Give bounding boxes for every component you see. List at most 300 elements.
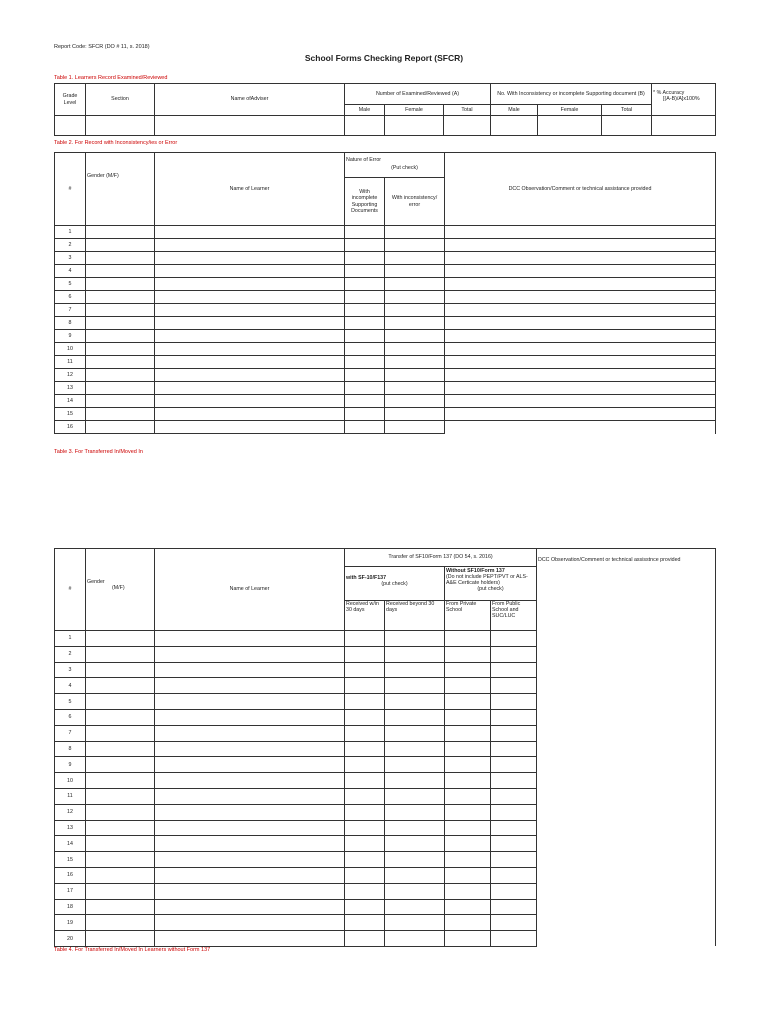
incomplete-check-cell[interactable] — [345, 239, 385, 252]
table-row — [55, 239, 716, 252]
from-private-cell[interactable] — [445, 741, 491, 757]
table-row — [55, 369, 716, 382]
gender-cell[interactable] — [86, 369, 155, 382]
table2-caption: Table 2. For Record with Inconsistency/ies or Error — [54, 140, 178, 146]
received-within-cell[interactable] — [345, 915, 385, 931]
received-beyond-cell[interactable] — [385, 867, 445, 883]
from-private-cell[interactable] — [445, 662, 491, 678]
table-row — [55, 291, 716, 304]
incomplete-check-cell[interactable] — [345, 369, 385, 382]
received-beyond-cell[interactable] — [385, 662, 445, 678]
inconsistency-check-cell[interactable] — [385, 330, 445, 343]
inconsistency-check-cell[interactable] — [385, 226, 445, 239]
row-number: 3 — [55, 662, 86, 678]
incomplete-check-cell[interactable] — [345, 304, 385, 317]
from-public-cell[interactable] — [491, 899, 537, 915]
inconsistency-check-cell[interactable] — [385, 421, 445, 434]
row-number: 4 — [55, 265, 86, 278]
table3-caption: Table 3. For Transferred In/Moved In — [54, 449, 143, 455]
learner-name-cell[interactable] — [155, 631, 345, 647]
table-row — [55, 678, 716, 694]
report-code: Report Code: SFCR (DO # 11, s. 2018) — [54, 44, 150, 50]
observation-cell[interactable] — [537, 852, 716, 868]
incomplete-check-cell[interactable] — [345, 317, 385, 330]
row-number: 5 — [55, 694, 86, 710]
gender-cell[interactable] — [86, 804, 155, 820]
examined-male-header: Male — [345, 105, 385, 116]
observation-cell[interactable] — [537, 709, 716, 725]
from-public-cell[interactable] — [491, 662, 537, 678]
learner-name-cell[interactable] — [155, 662, 345, 678]
observation-cell[interactable] — [537, 867, 716, 883]
row-number: 7 — [55, 725, 86, 741]
inconsistency-check-cell[interactable] — [385, 317, 445, 330]
received-within-cell[interactable] — [345, 931, 385, 947]
gender-cell[interactable] — [86, 678, 155, 694]
incomplete-check-cell[interactable] — [345, 330, 385, 343]
learner-name-cell[interactable] — [155, 741, 345, 757]
gender-cell[interactable] — [86, 931, 155, 947]
adviser-cell[interactable] — [155, 116, 345, 136]
received-within-cell[interactable] — [345, 678, 385, 694]
observation-cell[interactable] — [445, 395, 716, 408]
received-beyond-cell[interactable] — [385, 836, 445, 852]
from-private-cell[interactable] — [445, 836, 491, 852]
from-private-cell[interactable] — [445, 725, 491, 741]
put-check-label: (Put check) — [391, 165, 418, 172]
received-within-cell[interactable] — [345, 852, 385, 868]
learner-name-cell[interactable] — [155, 317, 345, 330]
table4-caption: Table 4. For Transferred In/Moved In Learners without Form 137 — [54, 947, 211, 953]
received-beyond-cell[interactable] — [385, 631, 445, 647]
observation-cell[interactable] — [445, 369, 716, 382]
inconsistency-check-cell[interactable] — [385, 408, 445, 421]
received-within-cell[interactable] — [345, 804, 385, 820]
received-beyond-cell[interactable] — [385, 694, 445, 710]
gender-cell[interactable] — [86, 278, 155, 291]
table-row — [55, 252, 716, 265]
adviser-header: Name ofAdviser — [155, 84, 345, 116]
observation-cell[interactable] — [445, 343, 716, 356]
learner-name-cell[interactable] — [155, 867, 345, 883]
received-beyond-cell[interactable] — [385, 741, 445, 757]
observation-cell[interactable] — [445, 278, 716, 291]
grade-level-header: Grade Level — [55, 84, 86, 116]
from-private-cell[interactable] — [445, 820, 491, 836]
incomplete-check-cell[interactable] — [345, 226, 385, 239]
incomplete-check-cell[interactable] — [345, 356, 385, 369]
from-private-cell[interactable] — [445, 631, 491, 647]
received-beyond-cell[interactable] — [385, 725, 445, 741]
received-beyond-cell[interactable] — [385, 646, 445, 662]
learner-name-cell[interactable] — [155, 709, 345, 725]
incomplete-check-cell[interactable] — [345, 265, 385, 278]
gender-cell[interactable] — [86, 395, 155, 408]
observation-cell[interactable] — [537, 678, 716, 694]
from-private-cell[interactable] — [445, 757, 491, 773]
table-row — [55, 265, 716, 278]
section-header: Section — [86, 84, 155, 116]
incomplete-check-cell[interactable] — [345, 291, 385, 304]
observation-cell[interactable] — [445, 304, 716, 317]
observation-cell[interactable] — [445, 421, 716, 434]
observation-cell[interactable] — [537, 820, 716, 836]
inconsistency-check-cell[interactable] — [385, 265, 445, 278]
received-beyond-cell[interactable] — [385, 804, 445, 820]
observation-cell[interactable] — [537, 931, 716, 947]
from-public-cell[interactable] — [491, 725, 537, 741]
from-private-cell[interactable] — [445, 773, 491, 789]
received-beyond-cell[interactable] — [385, 915, 445, 931]
from-public-cell[interactable] — [491, 852, 537, 868]
learner-name-cell[interactable] — [155, 678, 345, 694]
learner-name-cell[interactable] — [155, 226, 345, 239]
observation-cell[interactable] — [445, 239, 716, 252]
inconsistency-check-cell[interactable] — [385, 369, 445, 382]
observation-header: DCC Observation/Comment or technical assisstnce provided — [537, 549, 716, 567]
learner-name-cell[interactable] — [155, 757, 345, 773]
received-beyond-cell[interactable] — [385, 931, 445, 947]
transferred-in-table — [54, 548, 716, 947]
page-title: School Forms Checking Report (SFCR) — [304, 53, 464, 63]
table-row — [55, 899, 716, 915]
gender-cell[interactable] — [86, 725, 155, 741]
from-public-cell[interactable] — [491, 915, 537, 931]
observation-cell[interactable] — [537, 804, 716, 820]
received-beyond-cell[interactable] — [385, 757, 445, 773]
received-within-cell[interactable] — [345, 757, 385, 773]
learner-name-cell[interactable] — [155, 356, 345, 369]
learner-name-cell[interactable] — [155, 408, 345, 421]
gender-cell[interactable] — [86, 867, 155, 883]
inconsistency-check-cell[interactable] — [385, 278, 445, 291]
learner-name-cell[interactable] — [155, 252, 345, 265]
from-private-cell[interactable] — [445, 678, 491, 694]
from-public-cell[interactable] — [491, 631, 537, 647]
gender-cell[interactable] — [86, 915, 155, 931]
received-within-cell[interactable] — [345, 820, 385, 836]
gender-cell[interactable] — [86, 421, 155, 434]
incomplete-check-cell[interactable] — [345, 408, 385, 421]
learner-name-cell[interactable] — [155, 883, 345, 899]
observation-cell[interactable] — [445, 252, 716, 265]
row-number: 15 — [55, 852, 86, 868]
inconsistency-header: No. With Inconsistency or incomplete Supporting document (B) — [491, 84, 652, 105]
transfer-header: Transfer of SF10/Form 137 (DO 54, s. 2016) — [345, 549, 537, 567]
gender-cell[interactable] — [86, 773, 155, 789]
from-public-cell[interactable] — [491, 867, 537, 883]
learner-name-cell[interactable] — [155, 278, 345, 291]
learners-record-table — [54, 83, 716, 136]
learner-name-cell[interactable] — [155, 421, 345, 434]
table-row — [55, 116, 716, 136]
received-beyond-cell[interactable] — [385, 820, 445, 836]
gender-cell[interactable] — [86, 883, 155, 899]
inconsistency-check-cell[interactable] — [385, 304, 445, 317]
row-number: 12 — [55, 369, 86, 382]
received-beyond-cell[interactable] — [385, 852, 445, 868]
from-public-cell[interactable] — [491, 757, 537, 773]
from-public-cell[interactable] — [491, 836, 537, 852]
inconsistency-check-cell[interactable] — [385, 239, 445, 252]
inconsistency-check-cell[interactable] — [385, 382, 445, 395]
observation-cell[interactable] — [445, 382, 716, 395]
from-public-cell[interactable] — [491, 741, 537, 757]
learner-name-cell[interactable] — [155, 343, 345, 356]
row-number: 1 — [55, 631, 86, 647]
from-private-cell[interactable] — [445, 709, 491, 725]
inconsistency-total-header: Total — [602, 105, 652, 116]
observation-cell[interactable] — [445, 330, 716, 343]
observation-cell[interactable] — [537, 788, 716, 804]
gender-header — [86, 549, 155, 631]
row-number: 8 — [55, 317, 86, 330]
gender-cell[interactable] — [86, 694, 155, 710]
gender-cell[interactable] — [86, 709, 155, 725]
received-beyond-cell[interactable] — [385, 899, 445, 915]
gender-cell[interactable] — [86, 646, 155, 662]
received-within-cell[interactable] — [345, 773, 385, 789]
row-number: 2 — [55, 239, 86, 252]
received-within-cell[interactable] — [345, 836, 385, 852]
learner-header: Name of Learner — [155, 153, 345, 226]
table-row — [55, 836, 716, 852]
from-public-cell[interactable] — [491, 694, 537, 710]
learner-name-cell[interactable] — [155, 694, 345, 710]
received-beyond-cell[interactable] — [385, 883, 445, 899]
inconsistency-check-cell[interactable] — [385, 395, 445, 408]
received-within-cell[interactable] — [345, 883, 385, 899]
from-public-cell[interactable] — [491, 931, 537, 947]
accuracy-label: % Accuracy — [656, 90, 685, 96]
learner-name-cell[interactable] — [155, 820, 345, 836]
gender-cell[interactable] — [86, 343, 155, 356]
received-within-cell[interactable] — [345, 899, 385, 915]
gender-cell[interactable] — [86, 836, 155, 852]
from-private-cell[interactable] — [445, 694, 491, 710]
row-number: 14 — [55, 836, 86, 852]
received-beyond-cell[interactable] — [385, 678, 445, 694]
without-sf10-label: Without SF10/Form 137 — [446, 568, 505, 574]
gender-cell[interactable] — [86, 356, 155, 369]
observation-cell[interactable] — [445, 356, 716, 369]
observation-cell[interactable] — [445, 226, 716, 239]
row-number: 18 — [55, 899, 86, 915]
learner-name-cell[interactable] — [155, 291, 345, 304]
learner-name-cell[interactable] — [155, 646, 345, 662]
learner-name-cell[interactable] — [155, 852, 345, 868]
gender-cell[interactable] — [86, 741, 155, 757]
from-public-cell[interactable] — [491, 883, 537, 899]
from-private-cell[interactable] — [445, 788, 491, 804]
from-public-cell[interactable] — [491, 804, 537, 820]
from-public-cell[interactable] — [491, 646, 537, 662]
observation-cell[interactable] — [445, 265, 716, 278]
with-put-check-label: (put check) — [381, 581, 408, 588]
observation-cell[interactable] — [537, 646, 716, 662]
without-put-check-label: (put check) — [477, 586, 504, 593]
gender-cell[interactable] — [86, 382, 155, 395]
incomplete-check-cell[interactable] — [345, 421, 385, 434]
table-row — [55, 709, 716, 725]
without-note-label: (Do not include PEPT/PVT or ALS-A&E Certicate holders) — [446, 574, 528, 587]
grade-level-cell[interactable] — [55, 116, 86, 136]
table-row — [55, 330, 716, 343]
learner-name-cell[interactable] — [155, 804, 345, 820]
from-private-cell[interactable] — [445, 883, 491, 899]
table-row — [55, 820, 716, 836]
from-private-cell[interactable] — [445, 931, 491, 947]
learner-name-cell[interactable] — [155, 773, 345, 789]
observation-cell[interactable] — [445, 317, 716, 330]
inconsistency-total-cell[interactable] — [602, 116, 652, 136]
inconsistency-check-cell[interactable] — [385, 291, 445, 304]
gender-cell[interactable] — [86, 662, 155, 678]
from-public-header: From Public School and SUC/LUC — [491, 601, 537, 631]
from-private-cell[interactable] — [445, 852, 491, 868]
number-header: # — [55, 153, 86, 226]
gender-cell[interactable] — [86, 252, 155, 265]
observation-cell[interactable] — [537, 899, 716, 915]
gender-header: Gender (M/F) — [86, 153, 155, 226]
gender-cell[interactable] — [86, 239, 155, 252]
observation-cell[interactable] — [537, 741, 716, 757]
learner-name-cell[interactable] — [155, 788, 345, 804]
gender-cell[interactable] — [86, 304, 155, 317]
incomplete-check-cell[interactable] — [345, 278, 385, 291]
incomplete-check-cell[interactable] — [345, 395, 385, 408]
from-public-cell[interactable] — [491, 773, 537, 789]
learner-name-cell[interactable] — [155, 915, 345, 931]
gender-cell[interactable] — [86, 317, 155, 330]
row-number: 16 — [55, 421, 86, 434]
from-public-cell[interactable] — [491, 820, 537, 836]
from-private-cell[interactable] — [445, 915, 491, 931]
learner-name-cell[interactable] — [155, 395, 345, 408]
learner-name-cell[interactable] — [155, 931, 345, 947]
accuracy-formula: [(A-B)/A]x100% — [663, 96, 700, 103]
table-row — [55, 317, 716, 330]
table-row — [55, 915, 716, 931]
inconsistency-check-cell[interactable] — [385, 356, 445, 369]
received-within-cell[interactable] — [345, 662, 385, 678]
received-within-cell[interactable] — [345, 741, 385, 757]
examined-female-cell[interactable] — [385, 116, 444, 136]
row-number: 11 — [55, 788, 86, 804]
observation-cell[interactable] — [445, 408, 716, 421]
gender-cell[interactable] — [86, 291, 155, 304]
table-row — [55, 662, 716, 678]
learner-name-cell[interactable] — [155, 382, 345, 395]
table-row — [55, 226, 716, 239]
received-beyond-cell[interactable] — [385, 773, 445, 789]
from-public-cell[interactable] — [491, 678, 537, 694]
observation-cell[interactable] — [537, 836, 716, 852]
inconsistency-female-header: Female — [538, 105, 602, 116]
row-number: 4 — [55, 678, 86, 694]
accuracy-cell[interactable] — [652, 116, 716, 136]
learner-name-cell[interactable] — [155, 239, 345, 252]
section-cell[interactable] — [86, 116, 155, 136]
observation-cell[interactable] — [537, 694, 716, 710]
inconsistency-check-cell[interactable] — [385, 343, 445, 356]
row-number: 6 — [55, 291, 86, 304]
gender-cell[interactable] — [86, 852, 155, 868]
incomplete-check-cell[interactable] — [345, 343, 385, 356]
table-row — [55, 694, 716, 710]
incomplete-check-cell[interactable] — [345, 252, 385, 265]
gender-cell[interactable] — [86, 820, 155, 836]
learner-name-cell[interactable] — [155, 369, 345, 382]
learner-name-cell[interactable] — [155, 265, 345, 278]
learner-name-cell[interactable] — [155, 899, 345, 915]
learner-name-cell[interactable] — [155, 330, 345, 343]
incomplete-check-cell[interactable] — [345, 382, 385, 395]
from-private-cell[interactable] — [445, 867, 491, 883]
table-row — [55, 883, 716, 899]
gender-cell[interactable] — [86, 631, 155, 647]
row-number: 3 — [55, 252, 86, 265]
received-within-cell[interactable] — [345, 725, 385, 741]
observation-cell[interactable] — [537, 773, 716, 789]
table-row — [55, 395, 716, 408]
inconsistency-check-cell[interactable] — [385, 252, 445, 265]
gender-cell[interactable] — [86, 899, 155, 915]
row-number: 19 — [55, 915, 86, 931]
received-beyond-header: Received beyond 30 days — [385, 601, 445, 631]
gender-cell[interactable] — [86, 788, 155, 804]
from-private-cell[interactable] — [445, 646, 491, 662]
received-within-cell[interactable] — [345, 631, 385, 647]
observation-cell[interactable] — [537, 725, 716, 741]
gender-cell[interactable] — [86, 757, 155, 773]
observation-cell[interactable] — [445, 291, 716, 304]
gender-cell[interactable] — [86, 330, 155, 343]
received-beyond-cell[interactable] — [385, 788, 445, 804]
from-public-cell[interactable] — [491, 788, 537, 804]
from-private-cell[interactable] — [445, 804, 491, 820]
from-public-cell[interactable] — [491, 709, 537, 725]
inconsistency-table — [54, 152, 716, 434]
observation-cell[interactable] — [537, 757, 716, 773]
received-within-cell[interactable] — [345, 694, 385, 710]
learner-name-cell[interactable] — [155, 725, 345, 741]
inconsistency-female-cell[interactable] — [538, 116, 602, 136]
received-within-cell[interactable] — [345, 867, 385, 883]
received-within-cell[interactable] — [345, 709, 385, 725]
received-beyond-cell[interactable] — [385, 709, 445, 725]
received-within-cell[interactable] — [345, 646, 385, 662]
inconsistency-male-cell[interactable] — [491, 116, 538, 136]
table-row — [55, 421, 716, 434]
observation-cell[interactable] — [537, 883, 716, 899]
gender-mf-label: (M/F) — [112, 585, 125, 592]
gender-cell[interactable] — [86, 226, 155, 239]
gender-cell[interactable] — [86, 408, 155, 421]
observation-cell[interactable] — [537, 915, 716, 931]
gender-cell[interactable] — [86, 265, 155, 278]
observation-cell[interactable] — [537, 662, 716, 678]
examined-male-cell[interactable] — [345, 116, 385, 136]
from-private-cell[interactable] — [445, 899, 491, 915]
observation-cell[interactable] — [537, 631, 716, 647]
learner-name-cell[interactable] — [155, 304, 345, 317]
examined-total-cell[interactable] — [444, 116, 491, 136]
received-within-cell[interactable] — [345, 788, 385, 804]
row-number: 9 — [55, 757, 86, 773]
observation-spacer — [537, 567, 716, 601]
learner-name-cell[interactable] — [155, 836, 345, 852]
